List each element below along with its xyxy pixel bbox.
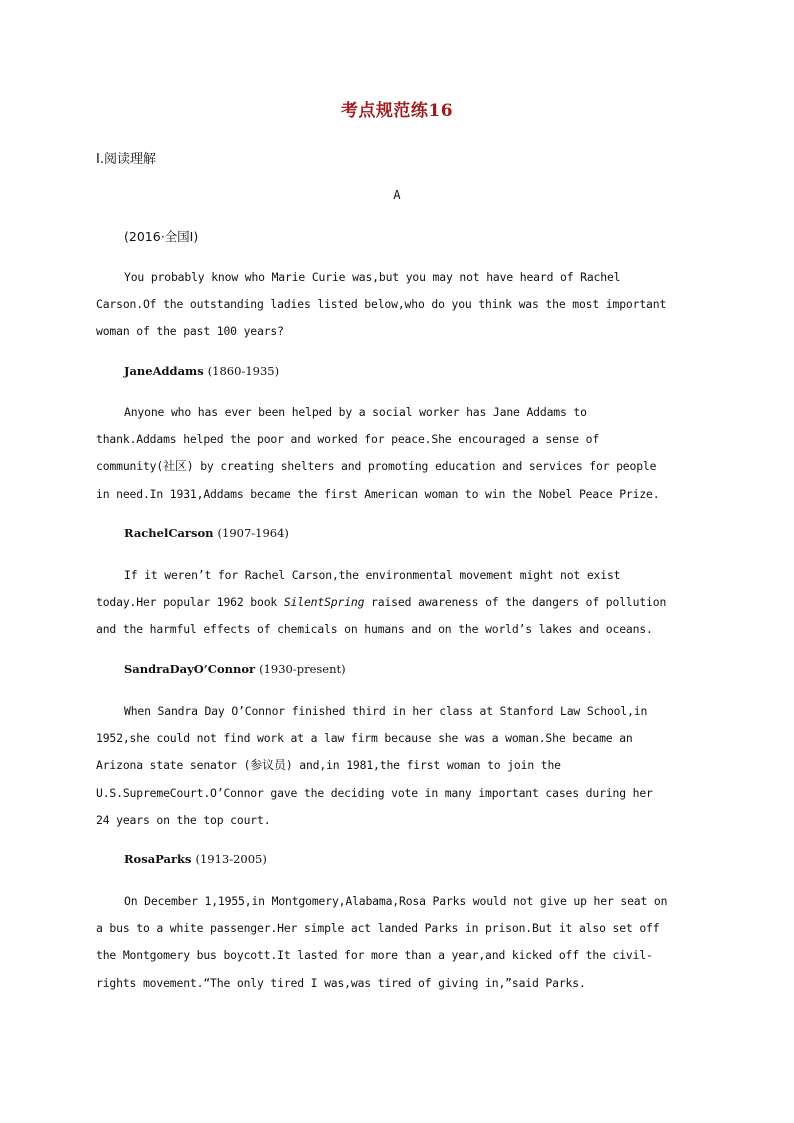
parks-line-1: On December 1,1955,in Montgomery,Alabama,Rosa Parks would not give up her seat on [124, 894, 668, 908]
carson-years: (1907-1964) [217, 526, 289, 540]
oconnor-line-3 [96, 752, 696, 779]
addams-line-3-cjk: 社区 [163, 459, 187, 474]
oconnor-line-3-cjk: 参议员 [250, 758, 286, 773]
oconnor-line-5: 24 years on the top court. [96, 812, 271, 827]
oconnor-name: SandraDayO’Connor [124, 662, 256, 676]
carson-name: RachelCarson [124, 526, 214, 540]
addams-name: JaneAddams [124, 364, 204, 378]
heading-carson [124, 526, 289, 540]
parks-years: (1913-2005) [195, 852, 267, 866]
oconnor-years: (1930-present) [259, 662, 346, 676]
parks-name: RosaParks [124, 852, 192, 866]
oconnor-line-3a: Arizona state senator ( [96, 758, 251, 773]
heading-addams [124, 364, 279, 378]
intro-line-1: You probably know who Marie Curie was,but you may not have heard of Rachel [124, 270, 621, 284]
heading-oconnor [124, 662, 346, 676]
oconnor-line-1: When Sandra Day O’Connor finished third in her class at Stanford Law School,in [124, 704, 648, 718]
addams-line-3 [96, 453, 696, 480]
intro-paragraph [96, 264, 696, 346]
oconnor-line-3b: ) and,in 1981,the first woman to join the [285, 758, 561, 773]
addams-line-3a: community( [96, 459, 164, 474]
intro-line-2: Carson.Of the outstanding ladies listed below,who do you think was the most important [96, 297, 667, 312]
carson-line-1: If it weren’t for Rachel Carson,the environmental movement might not exist [124, 568, 621, 582]
carson-book-title: SilentSpring [283, 595, 365, 610]
carson-line-2 [96, 589, 696, 616]
oconnor-paragraph [96, 698, 696, 834]
addams-line-2: thank.Addams helped the poor and worked for peace.She encouraged a sense of [96, 432, 600, 447]
carson-line-3: and the harmful effects of chemicals on humans and on the world’s lakes and oceans. [96, 622, 653, 637]
oconnor-line-4: U.S.SupremeCourt.O’Connor gave the deciding vote in many important cases during her [96, 785, 653, 800]
section-heading: Ⅰ.阅读理解 [96, 152, 156, 167]
parks-line-2: a bus to a white passenger.Her simple act landed Parks in prison.But it also set off [96, 921, 660, 936]
addams-line-3b: ) by creating shelters and promoting education and services for people [186, 459, 657, 474]
parks-paragraph [96, 888, 696, 997]
page-title: 考点规范练16 [340, 101, 454, 121]
addams-line-1: Anyone who has ever been helped by a social worker has Jane Addams to [124, 405, 587, 419]
carson-line-2a: today.Her popular 1962 book [96, 595, 284, 610]
intro-line-3: woman of the past 100 years? [96, 324, 284, 339]
carson-line-2b: raised awareness of the dangers of pollution [364, 595, 667, 610]
passage-label: A [393, 188, 401, 202]
passage-source: (2016·全国Ⅰ) [124, 229, 199, 244]
addams-line-4: in need.In 1931,Addams became the first American woman to win the Nobel Peace Prize. [96, 486, 660, 501]
oconnor-line-2: 1952,she could not find work at a law firm because she was a woman.She became an [96, 731, 633, 746]
addams-paragraph [96, 399, 696, 508]
addams-years: (1860-1935) [207, 364, 280, 378]
carson-paragraph [96, 562, 696, 644]
parks-line-3: the Montgomery bus boycott.It lasted for more than a year,and kicked off the civil- [96, 948, 653, 963]
parks-line-4: rights movement.“The only tired I was,was tired of giving in,”said Parks. [96, 975, 586, 990]
heading-parks [124, 852, 267, 866]
